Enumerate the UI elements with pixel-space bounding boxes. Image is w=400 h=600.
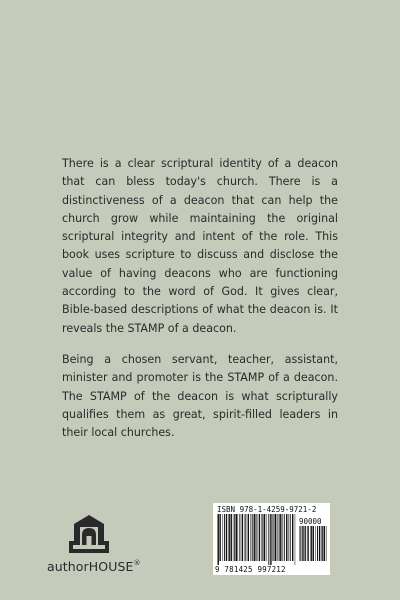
barcode-bar — [321, 526, 322, 561]
barcode-bar — [282, 514, 283, 561]
barcode-bar — [228, 514, 229, 561]
barcode-bar — [273, 514, 274, 561]
barcode-bar — [231, 514, 232, 561]
barcode-bar — [290, 514, 291, 561]
barcode-bar — [217, 514, 218, 565]
barcode-bar — [299, 526, 300, 561]
barcode-bar — [292, 514, 293, 561]
blurb-paragraph-1: There is a clear scriptural identity of a deacon that can bless today's church. There is a distinctiveness of a deacon that can help the church grow while maintaining the original scriptural integrity and intent of the role. This book uses scripture to discuss and disclose the value of having deacons who are functioning according to the word of God. It gives clear, Bible-based descriptions of what the deacon is. It reveals the STAMP of a deacon. — [62, 157, 338, 335]
barcode-bar — [304, 526, 305, 561]
barcode-bar — [254, 514, 255, 561]
ean-barcode-bars — [217, 514, 297, 565]
barcode-bar — [256, 514, 257, 561]
barcode-bar — [219, 514, 220, 561]
barcode-bar — [284, 514, 285, 561]
barcode-bar — [236, 514, 237, 561]
barcode-bar — [311, 526, 312, 561]
barcode-bar — [315, 526, 316, 561]
barcode-bar — [310, 526, 311, 561]
addon-barcode-bars — [299, 526, 327, 565]
barcode-digits: 9 781425 997212 — [215, 565, 286, 574]
barcode-bar — [288, 514, 289, 561]
barcode-bar — [234, 514, 235, 561]
barcode-bar — [259, 514, 260, 561]
barcode-bar — [252, 514, 253, 561]
barcode-bar — [295, 514, 296, 565]
barcode-bar — [229, 514, 230, 561]
barcode-bar — [267, 514, 268, 561]
barcode-bar — [326, 526, 327, 561]
barcode-bar — [317, 526, 318, 561]
barcode-bar — [322, 526, 323, 561]
barcode-bar — [274, 514, 275, 561]
barcode-bar — [245, 514, 246, 561]
registered-mark: ® — [133, 559, 141, 567]
barcode-bar — [279, 514, 280, 561]
barcode-bar — [280, 514, 281, 561]
barcode-bar — [238, 514, 239, 561]
barcode-bar — [324, 526, 325, 561]
isbn-label: ISBN 978-1-4259-9721-2 — [217, 505, 317, 514]
barcode-bar — [250, 514, 251, 561]
price-code: 90000 — [299, 517, 322, 526]
barcode-bar — [313, 526, 314, 561]
house-logo-icon — [67, 514, 111, 554]
barcode-bar — [264, 514, 265, 561]
barcode-bar — [222, 514, 223, 561]
publisher-logo — [47, 514, 141, 574]
barcode-bar — [239, 514, 240, 561]
barcode-bar — [226, 514, 227, 561]
barcode-bar — [262, 514, 263, 561]
barcode-bar — [286, 514, 287, 561]
barcode-bar — [268, 514, 269, 565]
barcode-bar — [307, 526, 308, 561]
barcode-bar — [261, 514, 262, 561]
barcode-bar — [244, 514, 245, 561]
barcode-bar — [218, 514, 219, 565]
isbn-barcode — [213, 503, 330, 575]
barcode-bar — [275, 514, 276, 561]
barcode-bar — [302, 526, 303, 561]
blurb-paragraph-2: Being a chosen servant, teacher, assistant, minister and promoter is the STAMP of a deacon. The STAMP of the deacon is what scripturally qualifies them as great, spirit-filled leaders in their local churches. — [62, 352, 338, 440]
barcode-bar — [248, 514, 249, 561]
barcode-bar — [270, 514, 271, 565]
back-cover-blurb — [62, 155, 338, 455]
publisher-name: authorHOUSE® — [47, 559, 141, 574]
barcode-bar — [242, 514, 243, 561]
barcode-bar — [305, 526, 306, 561]
barcode-bar — [233, 514, 234, 561]
barcode-bar — [300, 526, 301, 561]
barcode-bar — [319, 526, 320, 561]
barcode-bar — [224, 514, 225, 561]
barcode-bar — [277, 514, 278, 561]
barcode-bar — [255, 514, 256, 561]
